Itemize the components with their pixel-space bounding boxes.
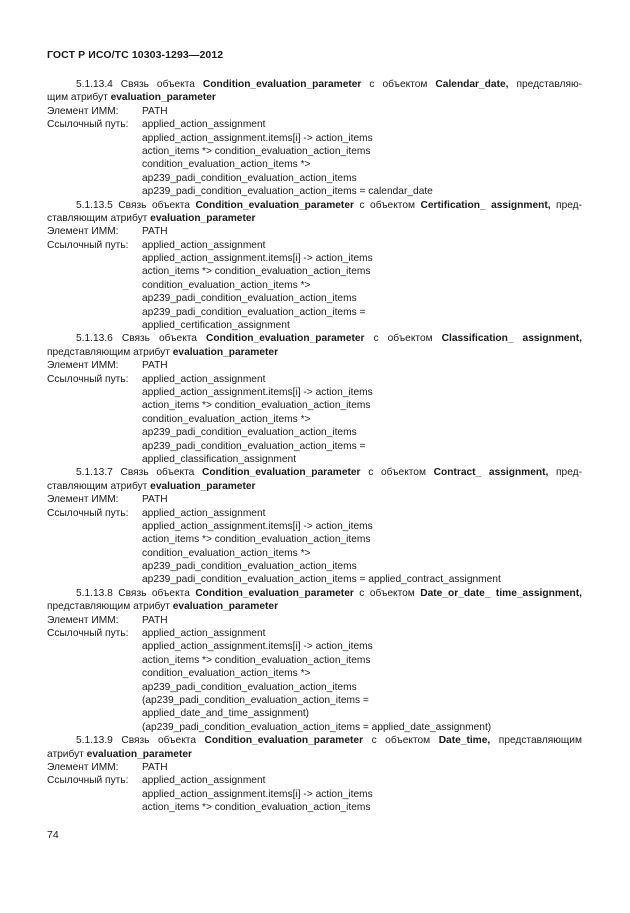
text-run: пред- xyxy=(548,467,583,479)
section-heading-continuation xyxy=(47,748,582,761)
reference-path-label: Ссылочный путь: xyxy=(47,239,129,251)
element-line xyxy=(47,359,582,372)
reference-path-line xyxy=(47,801,582,814)
section-heading-continuation xyxy=(47,346,582,359)
section-heading xyxy=(47,587,582,600)
reference-path-line xyxy=(47,239,582,252)
reference-path-line xyxy=(47,265,582,278)
element-value: PATH xyxy=(142,614,168,626)
path-step: ap239_padi_condition_evaluation_action_items xyxy=(142,293,357,305)
text-run: ставляющим атрибут xyxy=(47,480,151,492)
path-step: applied_action_assignment xyxy=(142,507,266,519)
section xyxy=(47,734,582,814)
reference-path-line xyxy=(47,547,582,560)
section-heading xyxy=(47,332,582,345)
page-number: 74 xyxy=(47,829,59,841)
element-label: Элемент ИММ: xyxy=(47,761,119,773)
section-heading-continuation xyxy=(47,480,582,493)
text-run: с объектом xyxy=(353,199,421,211)
path-step: ap239_padi_condition_evaluation_action_items = calendar_date xyxy=(142,186,433,198)
section-heading-continuation xyxy=(47,91,582,104)
path-step: ap239_padi_condition_evaluation_action_items xyxy=(142,427,357,439)
path-step: applied_classification_assignment xyxy=(142,453,297,465)
reference-path-line xyxy=(47,440,582,453)
path-step: action_items *> condition_evaluation_action_items xyxy=(142,802,371,814)
reference-path-line xyxy=(47,533,582,546)
element-line xyxy=(47,614,582,627)
reference-path-line xyxy=(47,453,582,466)
reference-path-line xyxy=(47,399,582,412)
text-run: 5.1.13.6 Связь объекта xyxy=(76,333,206,345)
path-step: action_items *> condition_evaluation_action_items xyxy=(142,266,371,278)
reference-path-line xyxy=(47,654,582,667)
reference-path-line xyxy=(47,279,582,292)
path-step: condition_evaluation_action_items *> xyxy=(142,279,311,291)
path-step: applied_action_assignment.items[i] -> action_items xyxy=(142,520,373,532)
section xyxy=(47,78,582,199)
path-step: condition_evaluation_action_items *> xyxy=(142,668,311,680)
text-run: с объектом xyxy=(353,587,421,599)
path-step: action_items *> condition_evaluation_action_items xyxy=(142,145,371,157)
text-run: с объектом xyxy=(360,467,434,479)
reference-path-label: Ссылочный путь: xyxy=(47,628,129,640)
element-line xyxy=(47,761,582,774)
section xyxy=(47,466,582,587)
reference-path-line xyxy=(47,386,582,399)
text-run: ставляющим атрибут xyxy=(47,212,151,224)
path-step: action_items *> condition_evaluation_action_items xyxy=(142,654,371,666)
text-run: 5.1.13.8 Связь объекта xyxy=(76,587,196,599)
text-run: представляющим атрибут xyxy=(47,346,173,358)
reference-path-line xyxy=(47,132,582,145)
reference-path-line xyxy=(47,573,582,586)
path-step: applied_action_assignment.items[i] -> action_items xyxy=(142,386,373,398)
reference-path-line xyxy=(47,292,582,305)
path-step: applied_action_assignment.items[i] -> action_items xyxy=(142,641,373,653)
element-value: PATH xyxy=(142,360,168,372)
element-label: Элемент ИММ: xyxy=(47,614,119,626)
bold-term: Condition_evaluation_parameter xyxy=(195,199,354,211)
reference-path-line xyxy=(47,681,582,694)
reference-path-line xyxy=(47,667,582,680)
path-step: action_items *> condition_evaluation_action_items xyxy=(142,400,371,412)
path-step: applied_action_assignment.items[i] -> action_items xyxy=(142,788,373,800)
path-step: applied_certification_assignment xyxy=(142,320,290,332)
bold-term: evaluation_parameter xyxy=(172,346,279,358)
section xyxy=(47,199,582,333)
path-step: (ap239_padi_condition_evaluation_action_items = applied_date_assignment) xyxy=(142,721,492,733)
element-value: PATH xyxy=(142,761,168,773)
page-header: ГОСТ Р ИСО/ТС 10303-1293—2012 xyxy=(47,49,224,61)
section-heading-continuation xyxy=(47,600,582,613)
reference-path-line xyxy=(47,721,582,734)
element-label: Элемент ИММ: xyxy=(47,105,119,117)
section xyxy=(47,587,582,734)
reference-path-line xyxy=(47,707,582,720)
section-heading xyxy=(47,466,582,479)
reference-path-line xyxy=(47,319,582,332)
text-run: с объектом xyxy=(363,735,439,747)
reference-path-line xyxy=(47,694,582,707)
reference-path-line xyxy=(47,627,582,640)
element-line xyxy=(47,105,582,118)
path-step: (ap239_padi_condition_evaluation_action_items = xyxy=(142,694,369,706)
reference-path-line xyxy=(47,118,582,131)
path-step: condition_evaluation_action_items *> xyxy=(142,413,311,425)
reference-path-label: Ссылочный путь: xyxy=(47,507,129,519)
section-heading xyxy=(47,78,582,91)
bold-term: Condition_evaluation_parameter xyxy=(202,467,361,479)
bold-term: Contract_ assignment, xyxy=(433,467,549,479)
text-run: щим атрибут xyxy=(47,92,111,104)
path-step: applied_action_assignment.items[i] -> action_items xyxy=(142,253,373,265)
element-value: PATH xyxy=(142,226,168,238)
text-run: 5.1.13.4 Связь объекта xyxy=(76,79,203,90)
reference-path-label: Ссылочный путь: xyxy=(47,119,129,131)
path-step: applied_action_assignment xyxy=(142,373,266,385)
reference-path-line xyxy=(47,774,582,787)
reference-path-line xyxy=(47,788,582,801)
element-label: Элемент ИММ: xyxy=(47,494,119,506)
path-step: applied_action_assignment xyxy=(142,119,266,131)
text-run: представляю- xyxy=(508,79,582,90)
element-line xyxy=(47,493,582,506)
path-step: action_items *> condition_evaluation_action_items xyxy=(142,534,371,546)
reference-path-line xyxy=(47,520,582,533)
path-step: applied_action_assignment xyxy=(142,239,266,251)
bold-term: Condition_evaluation_parameter xyxy=(204,735,364,747)
reference-path-line xyxy=(47,560,582,573)
document-body xyxy=(47,78,582,814)
reference-path-line xyxy=(47,373,582,386)
bold-term: evaluation_parameter xyxy=(172,601,279,613)
bold-term: evaluation_parameter xyxy=(150,480,256,492)
bold-term: Calendar_date, xyxy=(435,79,509,90)
path-step: applied_date_and_time_assignment) xyxy=(142,708,310,720)
bold-term: Condition_evaluation_parameter xyxy=(202,79,362,90)
path-step: ap239_padi_condition_evaluation_action_items xyxy=(142,681,357,693)
bold-term: Certification_ assignment, xyxy=(420,199,551,211)
element-label: Элемент ИММ: xyxy=(47,360,119,372)
path-step: ap239_padi_condition_evaluation_action_items = applied_contract_assignment xyxy=(142,574,501,586)
reference-path-line xyxy=(47,413,582,426)
bold-term: Condition_evaluation_parameter xyxy=(206,333,365,345)
path-step: applied_action_assignment xyxy=(142,628,266,640)
element-value: PATH xyxy=(142,494,168,506)
path-step: applied_action_assignment xyxy=(142,775,266,787)
element-value: PATH xyxy=(142,105,168,117)
text-run: с объектом xyxy=(361,79,436,90)
bold-term: evaluation_parameter xyxy=(150,212,256,224)
path-step: ap239_padi_condition_evaluation_action_items = xyxy=(142,306,366,318)
reference-path-line xyxy=(47,172,582,185)
text-run: пред- xyxy=(550,199,583,211)
bold-term: evaluation_parameter xyxy=(86,748,192,760)
section-heading xyxy=(47,199,582,212)
text-run: 5.1.13.9 Связь объекта xyxy=(76,735,205,747)
path-step: ap239_padi_condition_evaluation_action_items = xyxy=(142,440,366,452)
reference-path-line xyxy=(47,640,582,653)
element-line xyxy=(47,225,582,238)
reference-path-line xyxy=(47,185,582,198)
text-run: представляющим xyxy=(490,735,582,747)
element-label: Элемент ИММ: xyxy=(47,226,119,238)
text-run: 5.1.13.7 Связь объекта xyxy=(76,467,203,479)
reference-path-line xyxy=(47,252,582,265)
path-step: condition_evaluation_action_items *> xyxy=(142,159,311,171)
section-heading-continuation xyxy=(47,212,582,225)
text-run: представляющим атрибут xyxy=(47,601,173,613)
reference-path-label: Ссылочный путь: xyxy=(47,373,129,385)
path-step: condition_evaluation_action_items *> xyxy=(142,547,311,559)
reference-path-line xyxy=(47,426,582,439)
text-run: с объектом xyxy=(364,333,442,345)
reference-path-line xyxy=(47,145,582,158)
text-run: 5.1.13.5 Связь объекта xyxy=(76,199,196,211)
section-heading xyxy=(47,734,582,747)
reference-path-label: Ссылочный путь: xyxy=(47,775,129,787)
section xyxy=(47,332,582,466)
reference-path-line xyxy=(47,158,582,171)
path-step: ap239_padi_condition_evaluation_action_items xyxy=(142,561,357,573)
bold-term: Date_or_date_ time_assignment, xyxy=(420,587,582,599)
text-run: атрибут xyxy=(47,748,87,760)
bold-term: Date_time, xyxy=(438,735,491,747)
bold-term: Condition_evaluation_parameter xyxy=(195,587,354,599)
reference-path-line xyxy=(47,507,582,520)
path-step: ap239_padi_condition_evaluation_action_items xyxy=(142,172,357,184)
path-step: applied_action_assignment.items[i] -> action_items xyxy=(142,132,373,144)
bold-term: Classification_ assignment, xyxy=(441,333,582,345)
bold-term: evaluation_parameter xyxy=(110,92,216,104)
reference-path-line xyxy=(47,306,582,319)
